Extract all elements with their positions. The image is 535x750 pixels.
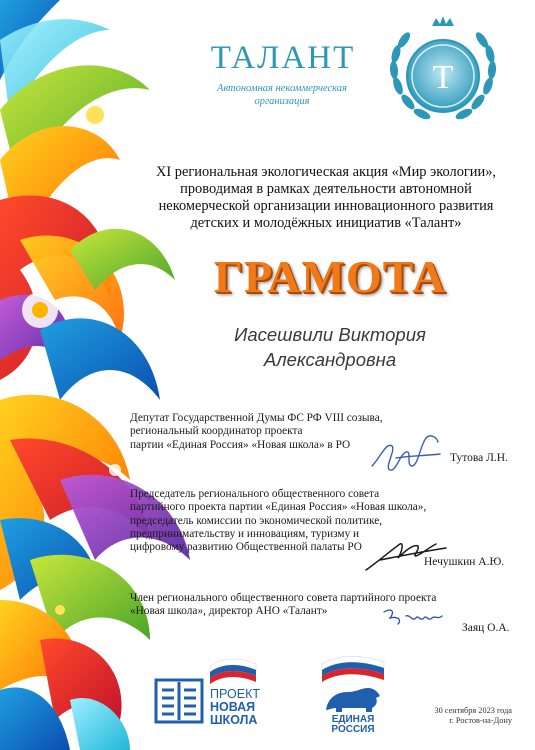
new-school-project-logo: [152, 652, 270, 732]
intro-line: некомерческой организации инновационного развития: [158, 198, 494, 214]
certificate-title: ГРАМОТА: [213, 251, 447, 302]
intro-text: [130, 164, 522, 232]
united-russia-logo: [318, 652, 388, 732]
bear-icon: [326, 688, 380, 712]
org-subtitle-line: Автономная некоммерческая: [217, 83, 347, 94]
er-label-line2: РОССИЯ: [331, 724, 375, 732]
signatory-position-line: председатель комиссии по экономической политике,: [130, 514, 383, 527]
issue-city: г. Ростов-на-Дону: [449, 716, 512, 725]
signatory-position-line: «Новая школа», директор АНО «Талант»: [130, 605, 328, 618]
signatory-position-line: партийного проекта партии «Единая Россия» «Новая школа»,: [130, 501, 427, 514]
issue-date-place: [400, 706, 512, 726]
signatory-position-line: региональный координатор проекта: [130, 425, 303, 438]
signatory-position-line: партии «Единая Россия» «Новая школа» в РО: [130, 438, 351, 451]
intro-line: проводимая в рамках деятельности автономной: [180, 181, 472, 197]
recipient-name: [150, 322, 510, 372]
intro-line: детских и молодёжных инициатив «Талант»: [190, 215, 462, 231]
signatory-position-line: предпринимательству и инновациям, туризму и: [130, 527, 360, 540]
signature-1-mark: [366, 428, 446, 480]
signatory-3-name: Заяц О.А.: [462, 622, 510, 634]
org-subtitle-line: организация: [254, 96, 310, 107]
recipient-name-line: Александровна: [263, 349, 397, 370]
intro-line: XI региональная экологическая акция «Мир экологии»,: [156, 164, 496, 180]
issue-date: 30 сентября 2023 года: [434, 706, 512, 715]
signatory-position-line: Депутат Государственной Думы ФС РФ VIII созыва,: [130, 412, 383, 424]
proekt-label: ПРОЕКТ: [210, 687, 261, 701]
decorative-swirl-ornament: [0, 0, 200, 750]
signature-2-mark: [360, 530, 450, 578]
signatory-position-line: Председатель регионального общественного совета: [130, 488, 380, 500]
open-book-icon: [156, 680, 202, 722]
er-label-line1: ЕДИНАЯ: [331, 714, 375, 725]
laurel-emblem-icon: [384, 14, 502, 134]
emblem-letter: Т: [432, 59, 454, 96]
org-subtitle: [196, 82, 368, 108]
signature-3-mark: [380, 602, 446, 632]
signatory-1-name: Тутова Л.Н.: [450, 452, 508, 464]
recipient-name-line: Иасешвили Виктория: [234, 324, 426, 345]
school-label: ШКОЛА: [210, 713, 258, 727]
signatory-position-line: Член регионального общественного совета партийного проекта: [130, 592, 437, 604]
signatory-2-name: Нечушкин А.Ю.: [424, 556, 505, 568]
new-label: НОВАЯ: [210, 700, 256, 714]
org-name: ТАЛАНТ: [210, 40, 356, 76]
signatory-position-line: цифровому развитию Общественной палаты РО: [130, 541, 362, 554]
